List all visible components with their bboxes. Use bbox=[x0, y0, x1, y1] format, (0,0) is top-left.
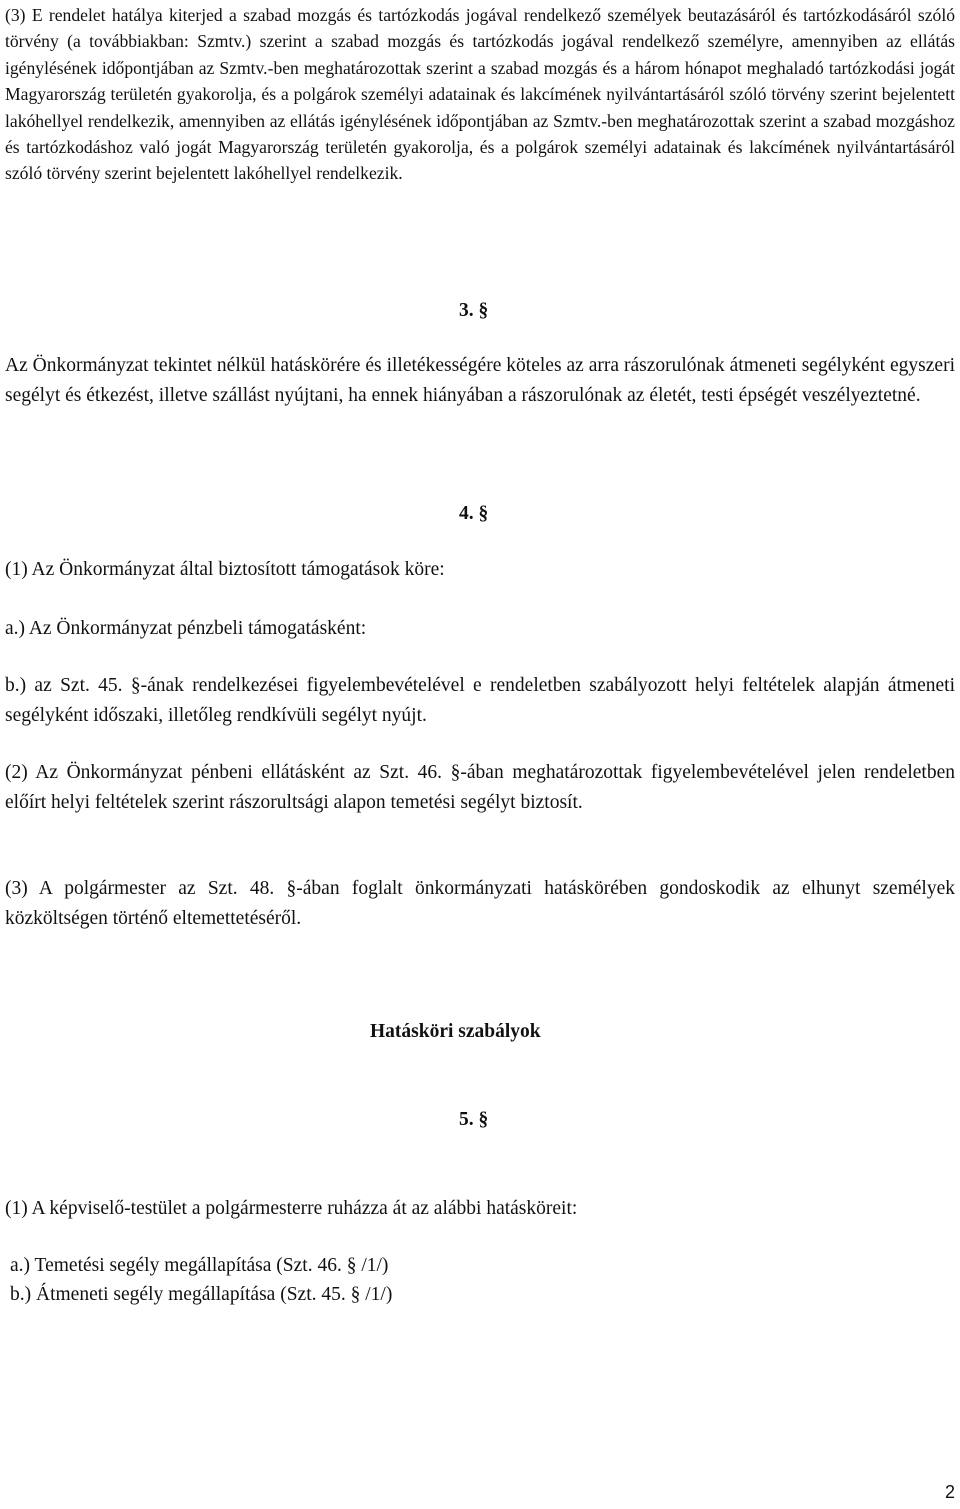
section-4-paragraph-3: (3) A polgármester az Szt. 48. §-ában foglalt önkormányzati hatáskörében gondoskodik az elhunyt személyek közköltségen történő eltemettetéséről. bbox=[5, 878, 955, 929]
section-4-item-b: b.) az Szt. 45. §-ának rendelkezései figyelembevételével e rendeletben szabályozott helyi feltételek alapján átmeneti segélyként időszaki, illetőleg rendkívüli segélyt nyújt. bbox=[5, 675, 955, 726]
section-4-heading: 4. § bbox=[459, 503, 489, 524]
section-5-heading: 5. § bbox=[459, 1109, 489, 1130]
section-3-heading: 3. § bbox=[459, 300, 489, 321]
paragraph-3-scope: (3) E rendelet hatálya kiterjed a szabad mozgás és tartózkodás jogával rendelkező személyek beutazásáról és tartózkodásáról szóló törvény (a továbbiakban: Szmtv.) szerint a szabad mozgás és tartózkodás jogával rendelkező személyre, amennyiben az ellátás igénylésének időpontjában az Szmtv.-ben meghatározottak szerint a szabad mozgás és a három hónapot meghaladó tartózkodási jogát Magyarország területén gyakorolja, és a polgárok személyi adatainak és lakcímének nyilvántartásáról szóló törvény szerint bejelentett lakóhellyel rendelkezik, amennyiben az ellátás igénylésének időpontjában az Szmtv.-ben meghatározottak szerint a szabad mozgáshoz és tartózkodáshoz való jogát Magyarország területén gyakorolja, és a polgárok személyi adatainak és lakcímének nyilvántartásáról szóló törvény szerint bejelentett lakóhellyel rendelkezik. bbox=[5, 5, 955, 184]
section-5-paragraph-1: (1) A képviselő-testület a polgármesterre ruházza át az alábbi hatásköreit: bbox=[5, 1198, 578, 1219]
section-5-item-a: a.) Temetési segély megállapítása (Szt. 46. § /1/) bbox=[10, 1255, 389, 1276]
section-3-text: Az Önkormányzat tekintet nélkül hatáskörére és illetékességére köteles az arra rászorulónak átmeneti segélyként egyszeri segélyt és étkezést, illetve szállást nyújtani, ha ennek hiányában a rászorulónak az életét, testi épségét veszélyeztetné. bbox=[5, 355, 955, 406]
section-4-paragraph-1: (1) Az Önkormányzat által biztosított támogatások köre: bbox=[5, 559, 445, 580]
section-5-item-b: b.) Átmeneti segély megállapítása (Szt. 45. § /1/) bbox=[10, 1284, 393, 1305]
section-4-paragraph-2: (2) Az Önkormányzat pénbeni ellátásként az Szt. 46. §-ában meghatározottak figyelembevételével jelen rendeletben előírt helyi feltételek szerint rászorultsági alapon temetési segélyt biztosít. bbox=[5, 762, 955, 813]
hataskori-szabalyok-heading: Hatásköri szabályok bbox=[370, 1021, 541, 1042]
page-number: 2 bbox=[944, 1482, 955, 1502]
section-4-item-a: a.) Az Önkormányzat pénzbeli támogatásként: bbox=[5, 618, 367, 639]
